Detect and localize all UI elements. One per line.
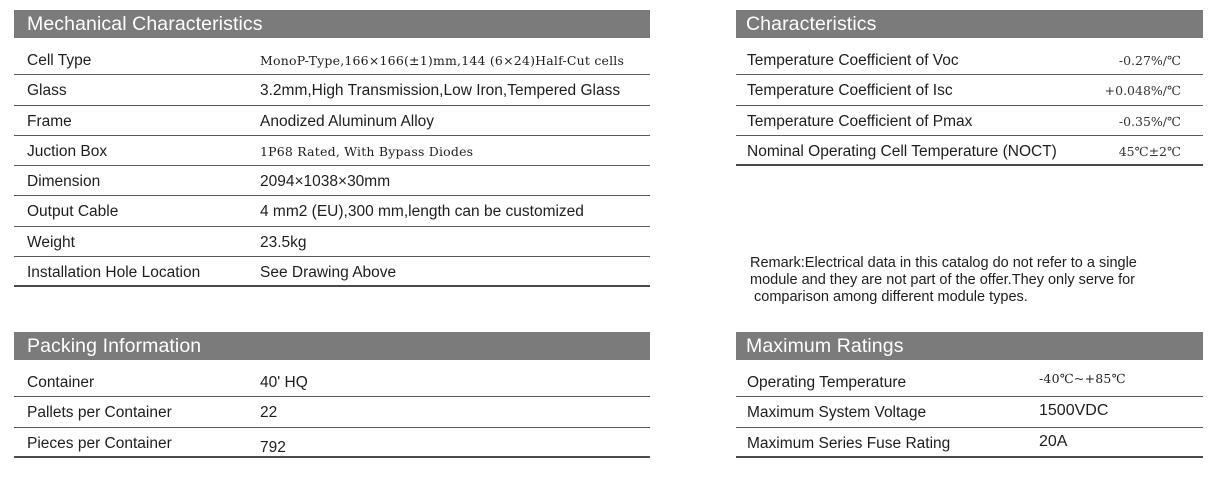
row-value: 3.2mm,High Transmission,Low Iron,Tempered Glass	[260, 82, 621, 100]
row-value: 1P68 Rated, With Bypass Diodes	[260, 143, 474, 159]
row-value: 1500VDC	[1039, 402, 1109, 420]
row-label: Pallets per Container	[27, 404, 172, 422]
row-value: 20A	[1039, 432, 1068, 450]
table-row	[736, 428, 1203, 458]
remark-note	[750, 255, 1210, 306]
row-label: Weight	[27, 233, 75, 251]
row-label: Operating Temperature	[747, 374, 907, 391]
row-value: MonoP-Type,166×166(±1)mm,144 (6×24)Half-Cut cells	[260, 53, 625, 68]
row-label: Pieces per Container	[27, 434, 172, 452]
row-value: +0.048%/℃	[1104, 83, 1181, 99]
row-label: Temperature Coefficient of Pmax	[747, 112, 973, 130]
row-label: Temperature Coefficient of Voc	[747, 52, 959, 69]
row-label: Maximum Series Fuse Rating	[747, 434, 951, 452]
row-value: Anodized Aluminum Alloy	[260, 112, 435, 130]
table-row	[14, 367, 650, 397]
row-label: Cell Type	[27, 52, 92, 69]
row-label: Output Cable	[27, 203, 119, 221]
row-value: -40℃~+85℃	[1039, 371, 1126, 386]
section-header: Mechanical Characteristics	[14, 10, 650, 38]
row-value: 40' HQ	[260, 374, 308, 391]
row-value: -0.27%/℃	[1118, 53, 1181, 68]
row-value: 4 mm2 (EU),300 mm,length can be customized	[260, 203, 584, 221]
row-value: See Drawing Above	[260, 264, 397, 282]
mechanical-characteristics-section	[14, 10, 650, 287]
row-label: Glass	[27, 82, 67, 100]
section-header: Characteristics	[736, 10, 1203, 38]
row-value: 23.5kg	[260, 233, 307, 251]
table-row	[14, 166, 650, 196]
row-label: Frame	[27, 112, 72, 130]
remark-line: module and they are not part of the offer.They only serve for	[750, 272, 1136, 288]
row-label: Temperature Coefficient of Isc	[747, 82, 953, 100]
maximum-ratings-section	[736, 332, 1203, 458]
row-label: Dimension	[27, 173, 101, 191]
table-row	[736, 106, 1203, 136]
table-row	[736, 367, 1203, 397]
row-value: 45℃±2℃	[1118, 143, 1181, 159]
table-row	[14, 45, 650, 75]
table-row	[14, 227, 650, 257]
row-label: Container	[27, 374, 95, 391]
row-label: Installation Hole Location	[27, 264, 201, 282]
remark-line: comparison among different module types.	[750, 289, 1028, 305]
table-row	[14, 428, 650, 458]
row-value: 22	[260, 404, 278, 422]
row-value: 2094×1038×30mm	[260, 173, 391, 191]
row-value: 792	[260, 438, 286, 456]
characteristics-section	[736, 10, 1203, 166]
table-row	[736, 397, 1203, 427]
table-row	[14, 397, 650, 427]
row-label: Maximum System Voltage	[747, 404, 927, 422]
table-row	[14, 75, 650, 105]
packing-information-section	[14, 332, 650, 458]
table-row	[14, 257, 650, 287]
row-label: Juction Box	[27, 142, 108, 160]
table-row	[14, 106, 650, 136]
table-row	[736, 45, 1203, 75]
table-row	[736, 75, 1203, 105]
table-row	[14, 196, 650, 226]
section-header: Maximum Ratings	[736, 332, 1203, 360]
table-row	[736, 136, 1203, 166]
row-value: -0.35%/℃	[1118, 113, 1181, 129]
section-header: Packing Information	[14, 332, 650, 360]
remark-line: Remark:Electrical data in this catalog do not refer to a single	[750, 255, 1137, 271]
table-row	[14, 136, 650, 166]
row-label: Nominal Operating Cell Temperature (NOCT)	[747, 142, 1057, 160]
